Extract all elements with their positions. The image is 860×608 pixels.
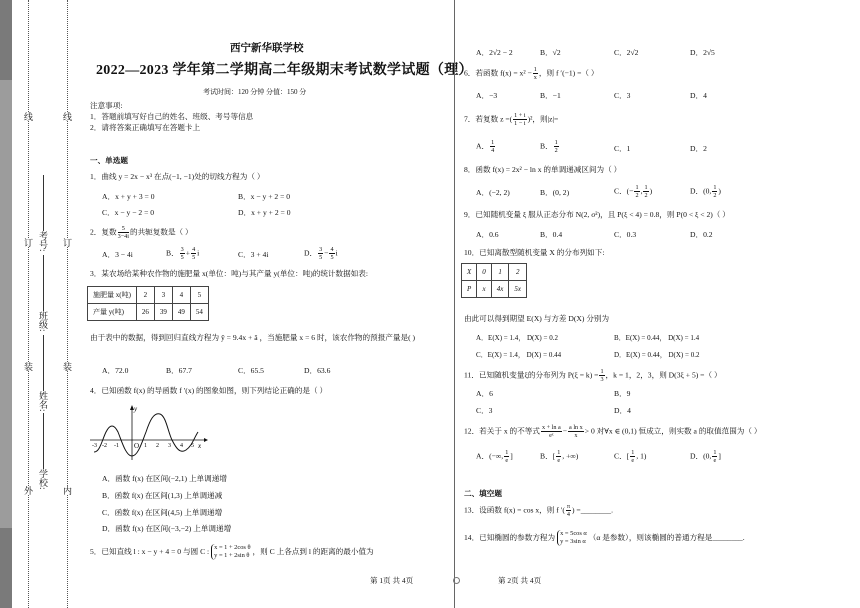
q7-a-pre: A． [476,141,490,151]
q12-frac2 [568,424,584,439]
table-cell: 1 [491,264,509,281]
table-cell: 5x [509,281,527,298]
q9-option-c: C．0.3 [614,230,637,239]
q5-stem [90,544,374,560]
q2-option-a: A．3 − 4i [102,250,133,259]
notes-item-2: 2．请将答案正确填写在答题卡上 [90,123,201,132]
q8-c-post: ) [649,186,653,196]
q7-option-c: C．1 [614,144,631,153]
q11-stem [464,368,722,383]
q11-option-d: D．4 [614,406,631,415]
table-cell: 39 [154,304,172,321]
q11-option-b: B．9 [614,389,631,398]
q7-option-a [476,139,496,154]
outer-dotted-line [28,0,29,608]
q3-option-a: A．72.0 [102,366,129,375]
q12-frac1 [541,424,562,439]
q2-b-pre: B． [166,248,179,258]
q12-c-frac [630,449,635,464]
q7-stem: 7．若复数 z =( $\frac{1 + i}{1 - i}$ )²，则|z|= [464,112,559,127]
q6-option-a: A．−3 [476,91,498,100]
field-school-label: 学校: [38,469,48,490]
q8-d-num: 1 [713,184,717,191]
inner-dotted-line [67,0,68,608]
q2-b-d1: 5 [180,254,184,261]
q10-table [461,263,527,298]
binding-strip-block-bottom [0,528,12,608]
q2-b-n1: 3 [180,246,184,253]
q12-c-num: 1 [631,449,635,456]
binding-strip-block-top [0,0,12,80]
q2-b-d2: 5 [192,254,196,261]
q2-b-post: i [197,248,200,258]
q13-pre: 13．设函数 f(x) = cos x，则 f ′( [464,505,565,515]
q2-option-d [304,246,338,261]
q7-a-num: 1 [491,139,495,146]
graph-tick: 1 [144,443,147,449]
inner-mark-zhuang: 装 [62,362,72,371]
q10-followup: 由此可以得到期望 E(X) 与方差 D(X) 分别为 [464,314,610,323]
q7-a-frac [490,139,495,154]
school-name: 西宁新华联学校 [230,43,304,54]
q2-d-frac1 [318,246,323,261]
q3-stem: 3．某农场给某种农作物的施肥量 x(单位：吨)与其产量 y(单位：吨)的统计数据如表: [90,269,369,278]
q8-option-d [690,184,721,199]
q12-pre: 12．若关于 x 的不等式 [464,426,540,436]
graph-x-label: x [198,442,202,450]
q12-c-den: e [631,457,635,464]
field-name-label: 姓名: [38,391,48,412]
q14-sys2: y = 3sin α [560,538,586,545]
q5-sys1: x = 1 + 2cos θ [214,544,251,551]
q8-c-n2: 1 [644,184,648,191]
q5-sys2: y = 1 + 2sin θ [214,552,250,559]
graph-tick: -2 [102,443,107,449]
q8-option-a: A．(−2, 2) [476,188,510,197]
q8-c-pre: C．(− [614,186,634,196]
q12-a-pre: A．(−∞, [476,451,504,461]
q12-option-d [690,449,721,464]
q12-n2: a ln x [569,424,583,431]
notes-heading: 注意事项: [90,101,123,110]
inner-mark-nei: 内 [62,486,72,495]
q3-option-d: D．63.6 [304,366,331,375]
q5-option-c: C．2√2 [614,48,639,57]
q11-num: 1 [600,368,604,375]
q4-option-a: A．函数 f(x) 在区间(−2,1) 上单调递增 [102,474,227,483]
q10-stem: 10．已知离散型随机变量 X 的分布列如下: [464,248,605,257]
q2-b-n2: 4 [192,246,196,253]
q8-d-frac [712,184,717,199]
outer-mark-zhuang: 装 [23,362,33,371]
table-cell: 54 [190,304,208,321]
q2-d-d1: 5 [319,254,323,261]
binding-margin [0,0,84,608]
q12-a-frac [504,449,509,464]
q5-parametric-system [211,544,250,560]
table-row [462,281,527,298]
q12-d-num: 1 [713,449,717,456]
q3-row1-label: 施肥量 x(吨) [88,287,137,304]
table-row [462,264,527,281]
table-row [88,287,209,304]
q11-fraction [599,368,604,383]
q12-c-post: , 1) [636,451,647,461]
q12-d-den: e [713,457,717,464]
q6-num: 1 [533,66,537,73]
q2-num: 5 [118,225,129,233]
page-separator-icon [453,577,460,584]
page-number-left: 第 1页 共 4页 [370,576,414,585]
q8-c-d1: 2 [635,192,639,199]
q12-option-a [476,449,513,464]
table-cell: x [477,281,492,298]
q8-c-mid: , [640,186,643,196]
q9-option-d: D．0.2 [690,230,713,239]
q5-pre: 5．已知直线 l : x − y + 4 = 0 与圆 C : [90,547,210,556]
q13-num: π [566,503,570,510]
q11-option-a: A．6 [476,389,493,398]
q12-option-c [614,449,646,464]
q8-c-n1: 1 [635,184,639,191]
q3-followup: 由于表中的数据，得到回归直线方程为 ŷ = 9.4x + â ，当施肥量 x = 6 时，该农作物的预报产量是( ) [90,333,416,342]
q13-stem [464,503,613,518]
q8-option-c [614,184,652,199]
table-cell: X [462,264,477,281]
q4-stem: 4．已知函数 f(x) 的导函数 f ′(x) 的图象如图，则下列结论正确的是（ ） [90,386,328,395]
q2-d-n2: 4 [330,246,334,253]
table-cell: P [462,281,477,298]
q9-stem: 9．已知随机变量 ξ 服从正态分布 N(2, σ²)，且 P(ξ < 4) = 0.8，则 P(0 < ξ < 2)（ ） [464,210,730,219]
q8-c-frac2 [640,184,648,199]
q3-option-b: B．67.7 [166,366,192,375]
q12-b-frac [556,449,561,464]
q12-a-post: ] [510,451,513,461]
graph-tick: 5 [191,443,194,449]
q12-stem [464,424,761,439]
q8-c-frac1 [634,184,639,199]
q3-table [87,286,209,321]
field-exam-number[interactable] [37,172,50,252]
graph-y-label: y [134,405,138,413]
q11-option-c: C．3 [476,406,493,415]
outer-mark-ding: 订 [23,238,33,247]
q5-post: ，则 C 上各点到 l 的距离的最小值为 [252,547,374,556]
q13-fraction [566,503,571,518]
q12-a-den: e [505,457,509,464]
q6-option-c: C．3 [614,91,631,100]
q13-den: 4 [566,511,570,518]
q12-b-pre: B．[ [540,451,556,461]
outer-mark-xian: 线 [23,112,33,121]
q12-d2: x [574,432,578,439]
table-cell: 4x [491,281,509,298]
q3-row2-label: 产量 y(吨) [88,304,137,321]
q12-c-pre: C．[ [614,451,630,461]
table-cell: 0 [477,264,492,281]
field-school[interactable] [37,410,50,490]
inner-mark-ding: 订 [62,238,72,247]
table-cell: 5 [190,287,208,304]
graph-tick: -3 [92,443,97,449]
q6-stem [464,66,598,81]
q2-b-frac1 [180,246,185,261]
q2-pre: 2．复数 [90,227,117,237]
q2-d-mid: − [324,248,329,258]
q2-option-c: C．3 + 4i [238,250,269,259]
q2-d-n1: 3 [319,246,323,253]
section-fill-in: 二、填空题 [464,489,502,498]
q8-stem: 8．函数 f(x) = 2x² − ln x 的单调递减区间为（ ） [464,165,622,174]
q9-option-b: B．0.4 [540,230,563,239]
q8-option-b: B．(0, 2) [540,188,570,197]
q2-fraction [118,225,129,240]
table-row [88,304,209,321]
table-cell: 26 [136,304,154,321]
q1-stem: 1．曲线 y = 2x − x³ 在点(−1, −1)处的切线方程为（ ） [90,172,265,181]
q7-den: 1 − i [514,120,526,127]
q2-b-frac2 [191,246,196,261]
q12-d1: eˣ [549,432,554,439]
q2-d-frac2 [329,246,334,261]
table-cell: 3 [154,287,172,304]
q4-option-d: D．函数 f(x) 在区间(−3,−2) 上单调递增 [102,524,232,533]
q2-d-d2: 5 [330,254,334,261]
q3-option-c: C．65.5 [238,366,264,375]
section-single-choice: 一、单选题 [90,156,128,165]
q1-option-a: A．x + y + 3 = 0 [102,192,155,201]
q5-option-a: A．2√2 − 2 [476,48,513,57]
q2-option-b [166,246,199,261]
notes-item-1: 1．答题前填写好自己的姓名、班级、考号等信息 [90,112,254,121]
graph-tick: 2 [156,443,159,449]
q14-pre: 14．已知椭圆的参数方程为 [464,533,556,542]
q12-b-num: 1 [557,449,561,456]
field-class[interactable] [37,252,50,332]
q10-option-d: D．E(X) = 0.44， D(X) = 0.2 [614,351,700,359]
table-cell: 2 [509,264,527,281]
q2-stem [90,225,193,240]
q10-option-b: B．E(X) = 0.44， D(X) = 1.4 [614,334,700,342]
q6-option-d: D．4 [690,91,707,100]
q6-pre: 6．若函数 f(x) = x² − [464,68,532,78]
q2-post: 的共轭复数是（ ） [129,227,193,237]
q11-den: 3 [600,376,604,383]
q1-option-b: B．x − y + 2 = 0 [238,192,291,201]
exam-title: 2022—2023 学年第二学期高二年级期末考试数学试题（理） [96,63,473,78]
graph-tick: 3 [168,443,171,449]
q1-option-d: D．x + y + 2 = 0 [238,208,291,217]
q7-b-frac [554,139,559,154]
q4-option-b: B．函数 f(x) 在区间(1,3) 上单调递减 [102,491,223,500]
q2-d-pre: D． [304,248,318,258]
q2-b-mid: + [185,248,191,258]
q8-d-pre: D．(0, [690,186,712,196]
q9-option-a: A．0.6 [476,230,499,239]
derivative-curve [94,414,198,456]
q7-a-den: 4 [491,147,495,154]
q10-option-c: C．E(X) = 1.4， D(X) = 0.44 [476,351,562,359]
table-cell: 2 [136,287,154,304]
q12-post: > 0 对∀x ∈ (0,1) 恒成立，则实数 a 的取值范围为（ ） [584,426,762,436]
q8-d-den: 2 [713,192,717,199]
page-number-right: 第 2页 共 4页 [498,576,542,585]
field-name[interactable] [37,332,50,412]
q2-d-post: i [335,248,338,258]
q12-b-den: e [557,457,561,464]
q12-option-b [540,449,578,464]
q11-post: ，k = 1，2，3，则 D(3ξ + 5) =（ ） [605,370,722,380]
inner-mark-xian: 线 [62,112,72,121]
q14-sys1: x = 5cos α [560,530,587,537]
field-class-label: 班级: [38,311,48,332]
q7-num: 1 + i [514,112,526,119]
q12-mid: − [562,426,568,436]
q2-den: 3−4i [117,233,129,240]
q1-option-c: C．x − y − 2 = 0 [102,208,155,217]
graph-tick: 4 [180,443,183,449]
x-axis-arrow [204,438,208,442]
q12-a-num: 1 [505,449,509,456]
field-exam-number-label: 考号: [38,231,48,252]
outer-mark-wai: 外 [23,486,33,495]
q6-fraction [533,66,538,81]
q6-den: x [533,74,537,81]
column-divider [454,0,455,608]
q6-post: ，则 f ′(−1) =（ ） [538,68,599,78]
q13-post: ) =________. [571,505,613,515]
q14-post: （α 是参数），则该椭圆的普通方程是________. [588,533,745,542]
q7-pre: 7．若复数 z = [464,114,510,124]
q7-option-d: D．2 [690,144,707,153]
table-cell: 4 [172,287,190,304]
q12-d-pre: D．(0, [690,451,712,461]
q7-option-b [540,139,560,154]
q7-fraction [513,112,526,127]
q4-option-c: C．函数 f(x) 在区间(4,5) 上单调递增 [102,508,223,517]
q12-n1: x + ln a [541,424,561,431]
q7-post: ，则|z|= [532,114,559,124]
q8-d-post: ) [718,186,721,196]
q12-d-post: ] [718,451,721,461]
q7-b-pre: B． [540,141,553,151]
q8-c-d2: 2 [644,192,648,199]
q12-d-frac [712,449,717,464]
q14-stem [464,530,745,546]
table-cell: 49 [172,304,190,321]
graph-tick: -1 [114,443,119,449]
q4-derivative-graph [88,402,208,462]
q10-option-a: A．E(X) = 1.4， D(X) = 0.2 [476,334,558,342]
q7-b-den: 2 [554,147,558,154]
q5-option-b: B．√2 [540,48,561,57]
q11-pre: 11．已知随机变量ξ的分布列为 P(ξ = k) = [464,370,599,380]
q6-option-b: B．−1 [540,91,561,100]
q14-parametric-system [557,530,587,546]
binding-strip [0,0,12,608]
graph-origin-label: O [134,442,140,450]
exam-info: 考试时间：120 分钟 分值：150 分 [203,88,307,96]
q7-b-num: 1 [554,139,558,146]
q5-option-d: D．2√5 [690,48,715,57]
q12-b-post: , +∞) [562,451,579,461]
